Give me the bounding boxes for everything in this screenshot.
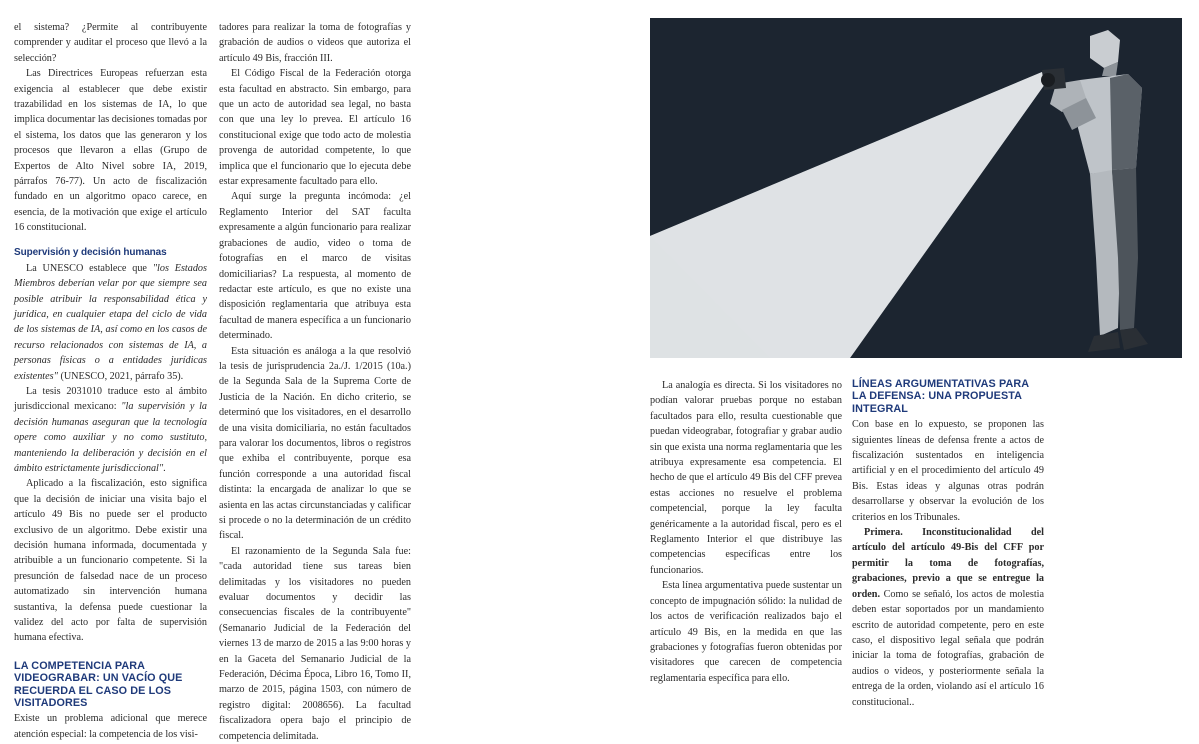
paragraph: Aquí surge la pregunta incómoda: ¿el Reglamento Interior del SAT faculta expresamente a algún funcionario para realizar grabaciones de audio, video o toma de fotografías en el marco de visitas domiciliarias? La respuesta, al momento de redactar este artículo, es que no existe una disposición reglamentaria que atribuya esta facultad de manera específica a un funcionario determinado.: [219, 191, 411, 342]
section-heading: Supervisión y decisión humanas: [14, 246, 167, 258]
paragraph: La tesis 2031010 traduce esto al ámbito jurisdiccional mexicano: "la supervisión y la decisión humanas aseguran que la tecnología opere como auxiliar y no como sustituto, manteniendo la deliberación y decisión en el ámbito estrictamente jurisdiccional".: [14, 385, 207, 474]
section-heading: LÍNEAS ARGUMENTATIVAS PARA LA DEFENSA: UNA PROPUESTA INTEGRAL: [852, 378, 1029, 415]
paragraph: el sistema? ¿Permite al contribuyente comprender y auditar el proceso que llevó a la selección?: [14, 22, 207, 64]
paragraph: La analogía es directa. Si los visitadores no podían valorar pruebas porque no estaban facultados para ello, resulta cuestionable que puedan videograbar, fotografiar y grabar audio sin que exista una norma reglamentaria que les atribuya expresamente esa competencia. El hecho de que el artículo 49 Bis del CFF prevea estas acciones no resuelve el problema competencial, porque la ley faculta genéricamente a la autoridad fiscal, pero es el Reglamento Interior el que distribuye las competencias específicas entre los funcionarios.: [650, 380, 842, 576]
paragraph: Con base en lo expuesto, se proponen las siguientes líneas de defensa frente a actos de fiscalización sustentados en inteligencia artificial y en el procedimiento del artículo 49 Bis. Estas ideas y algunas otras podrán desarrollarse y observar la evolución de los criterios en los Tribunales.: [852, 419, 1044, 523]
column-1: [14, 20, 207, 742]
column-2: [219, 20, 411, 744]
paragraph: tadores para realizar la toma de fotografías y grabación de audios o videos que autoriza el artículo 49 Bis, fracción III.: [219, 22, 411, 64]
paragraph: Primera. Inconstitucionalidad del artículo del artículo 49-Bis del CFF por permitir la toma de fotografías, grabaciones, previo a que se entregue la orden. Como se señaló, los actos de molestia deben estar soportados por un mandamiento escrito de autoridad competente, pero en este caso, el dispositivo legal señala que podrán iniciar la toma de fotografías, grabación de audios o videos, y posteriormente señala la entrega de la orden, violando así el artículo 16 constitucional..: [852, 527, 1044, 708]
paragraph: La UNESCO establece que "los Estados Miembros deberían velar por que siempre sea posible atribuir la responsabilidad ética y jurídica, en cualquier etapa del ciclo de vida de los sistemas de IA, así como en los casos de recurso relacionados con sistemas de IA, a personas físicas o a entidades jurídicas existentes" (UNESCO, 2021, párrafo 35).: [14, 262, 207, 382]
paragraph: El razonamiento de la Segunda Sala fue: "cada autoridad tiene sus tareas bien delimitadas y los visitadores no pueden evaluar documentos y decidir las consecuencias fiscales de la contribuyente" (Semanario Judicial de la Federación del viernes 13 de marzo de 2015 a las 9:00 horas y en la Gaceta del Semanario Judicial de la Federación, Décima Época, Libro 16, Tomo II, marzo de 2015, página 1503, con número de registro digital: 2008656). La facultad fiscalizadora opera bajo el principio de competencia delimitada.: [219, 545, 411, 742]
paragraph: Esta situación es análoga a la que resolvió la tesis de jurisprudencia 2a./J. 1/2015 (10a.) de la Segunda Sala de la Suprema Corte de Justicia de la Nación. En dicho criterio, se determinó que los visitadores, en el desarrollo de una visita domiciliaria, no están facultados para valorar los documentos, libros o registros que exhiba el contribuyente, porque esa función corresponde a una autoridad fiscal distinta: la encargada de analizar lo que se asienta en las actas circunstanciadas y calificar si procede o no la determinación de un crédito fiscal.: [219, 345, 411, 542]
column-4: [852, 378, 1044, 710]
paragraph: Aplicado a la fiscalización, esto significa que la decisión de iniciar una visita bajo el artículo 49 Bis no puede ser el producto exclusivo de un algoritmo. Debe existir una decisión humana informada, documentada y atribuible a un funcionario competente. Si la presunción de falsedad nace de un proceso automatizado sin intervención humana sustantiva, la defensa puede cuestionar la validez del acto por falta de supervisión humana efectiva.: [14, 478, 207, 644]
paragraph: El Código Fiscal de la Federación otorga esta facultad en abstracto. Sin embargo, para que un acto de autoridad sea legal, no basta con que una ley lo prevea. El artículo 16 constitucional exige que todo acto de molestia provenga de autoridad competente, lo que implica que el funcionario que lo ejecuta debe estar expresamente facultado para ello.: [219, 68, 411, 188]
column-3: [650, 378, 842, 686]
section-heading: LA COMPETENCIA PARA VIDEOGRABAR: UN VACÍO QUE RECUERDA EL CASO DE LOS VISITADORES: [14, 659, 183, 710]
photographer-figure-icon: [650, 18, 1182, 358]
paragraph: Esta línea argumentativa puede sustentar un concepto de impugnación sólido: la nulidad de los actos de verificación realizados bajo el artículo 49 Bis, en la medida en que las grabaciones y fotografías fueron obtenidas por visitadores que carecen de competencia reglamentaria específica para ello.: [650, 580, 842, 684]
paragraph: Las Directrices Europeas refuerzan esta exigencia al establecer que debe existir trazabilidad en los sistemas de IA, lo que implica documentar las decisiones tomadas por el sistema, los datos que las generaron y los procesos que llevaron a ellas (Grupo de Expertos de Alto Nivel sobre IA, 2019, párrafos 76-77). Un acto de fiscalización fundado en un algoritmo opaco carece, en esencia, de la motivación que exige el artículo 16 constitucional.: [14, 68, 207, 234]
photographer-illustration: [650, 18, 1182, 358]
paragraph: Existe un problema adicional que merece atención especial: la competencia de los visi-: [14, 713, 207, 740]
